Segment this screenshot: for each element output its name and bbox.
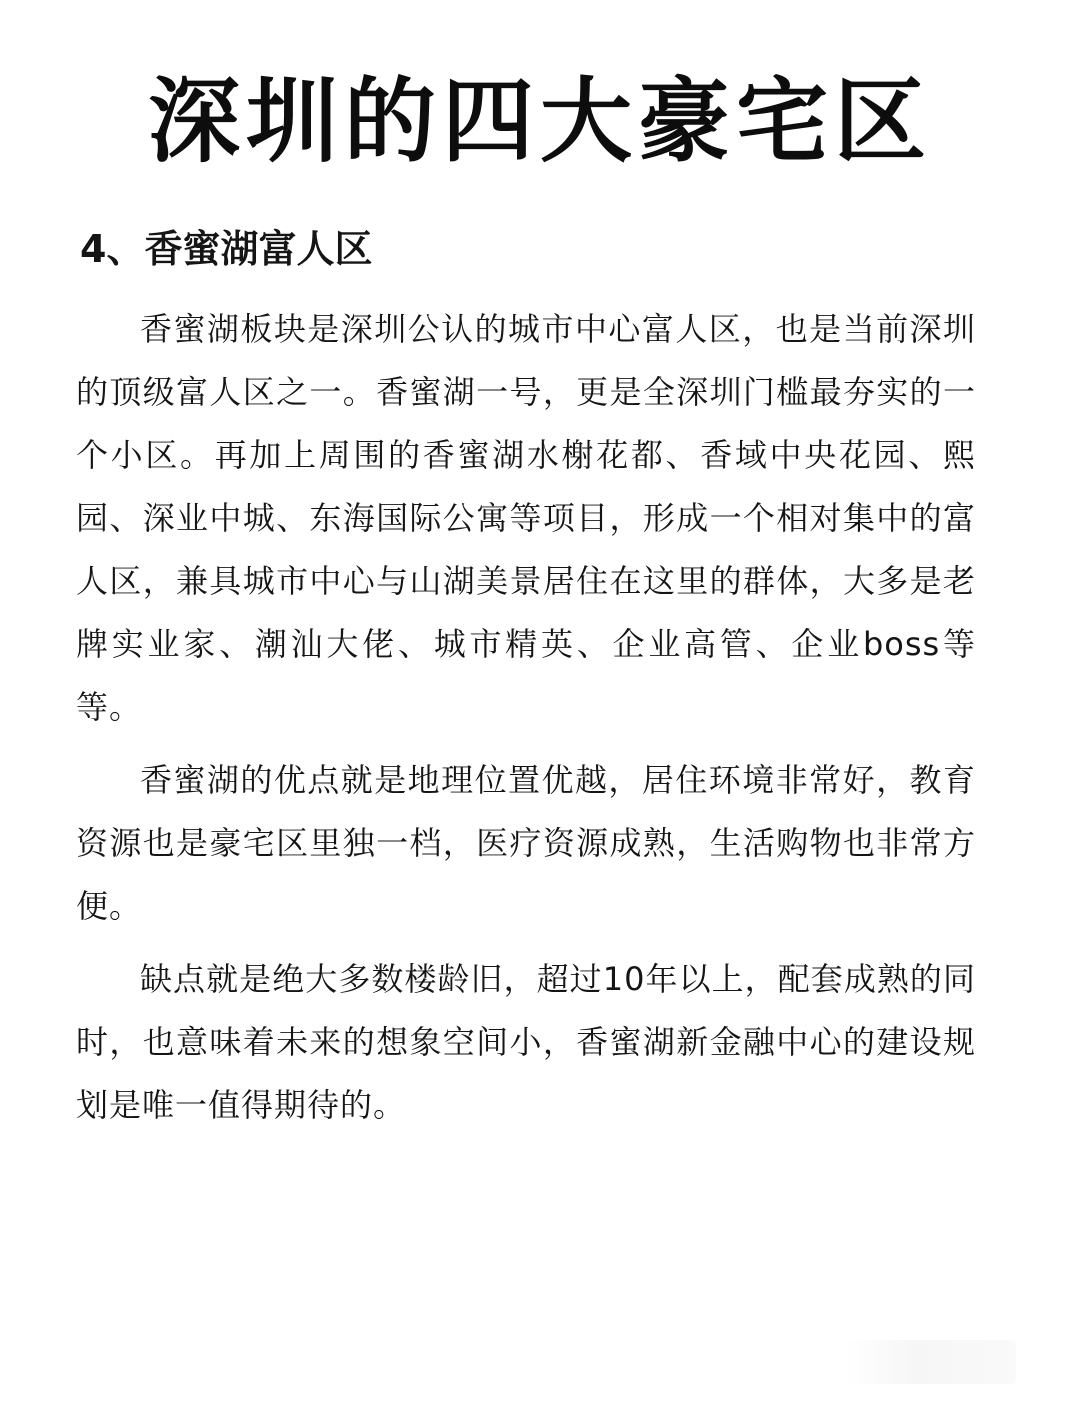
paragraph-advantages: 香蜜湖的优点就是地理位置优越，居住环境非常好，教育资源也是豪宅区里独一档，医疗资源成熟，生活购物也非常方便。 <box>76 761 976 925</box>
paragraph-disadvantages: 缺点就是绝大多数楼龄旧，超过10年以上，配套成熟的同时，也意味着未来的想象空间小，香蜜湖新金融中心的建设规划是唯一值得期待的。 <box>76 960 976 1124</box>
page-title: 深圳的四大豪宅区 <box>147 68 932 175</box>
watermark-area <box>846 1340 1016 1384</box>
paragraph-intro: 香蜜湖板块是深圳公认的城市中心富人区，也是当前深圳的顶级富人区之一。香蜜湖一号，更是全深圳门槛最夯实的一个小区。再加上周围的香蜜湖水榭花都、香域中央花园、熙园、深业中城、东海国际公寓等项目，形成一个相对集中的富人区，兼具城市中心与山湖美景居住在这里的群体，大多是老牌实业家、潮汕大佬、城市精英、企业高管、企业boss等等。 <box>76 310 976 726</box>
article-body <box>76 298 976 1147</box>
section-heading: 4、香蜜湖富人区 <box>80 227 373 271</box>
